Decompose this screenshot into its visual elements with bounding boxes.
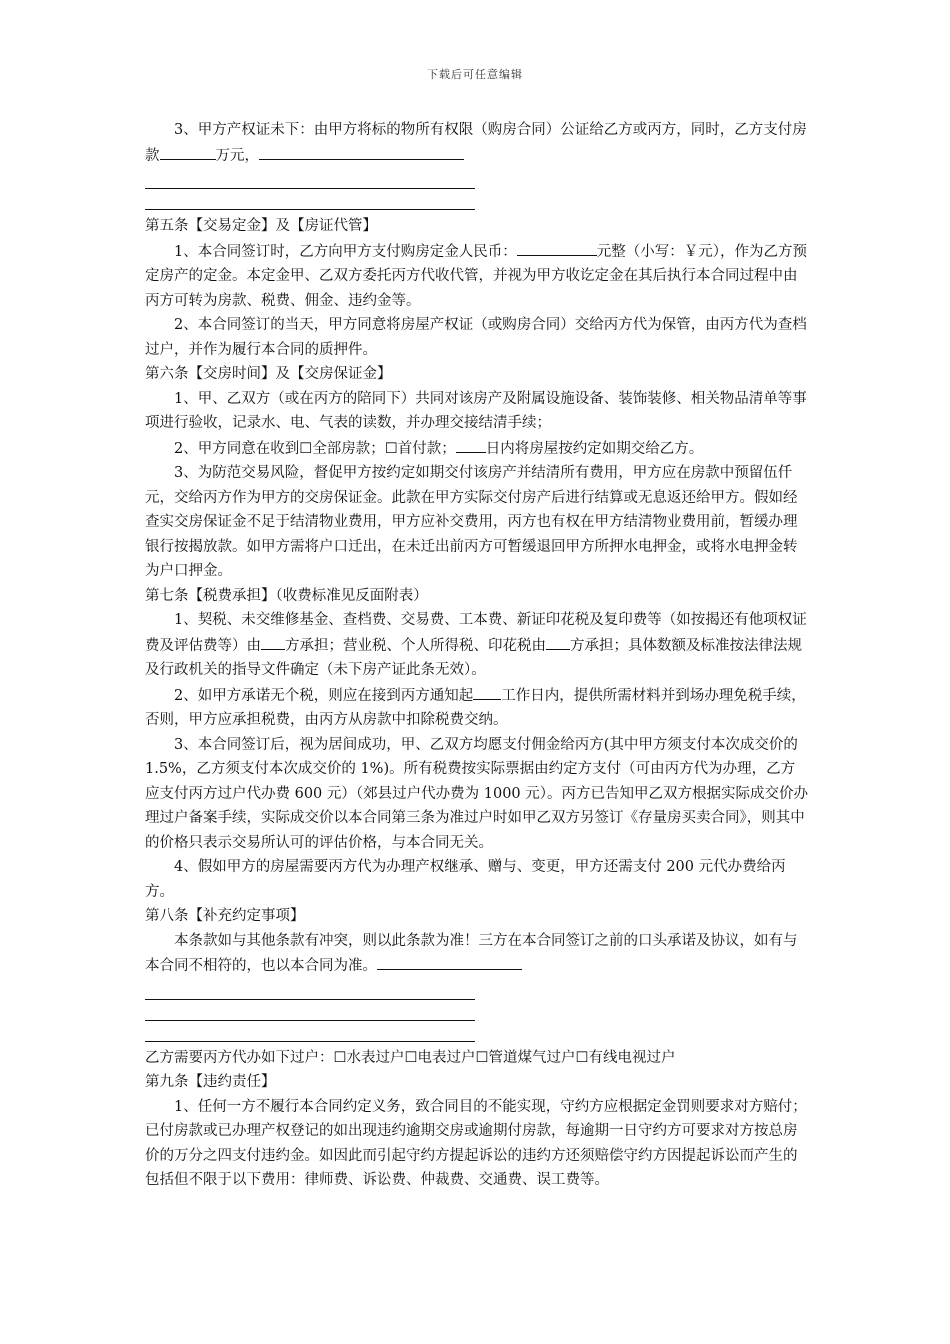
article-8-clause-1: 本条款如与其他条款有冲突，则以此条款为准！三方在本合同签订之前的口头承诺及协议，如有与本合同不相符的，也以本合同为准。 [145,932,798,974]
article-6-clause-1: 1、甲、乙双方（或在丙方的陪同下）共同对该房产及附属设施设备、装饰装修、相关物品清单等事项进行验收，记录水、电、气表的读数，并办理交接结清手续； [145,390,807,431]
blank-line[interactable] [145,168,475,189]
blank-price-words[interactable] [259,143,464,160]
article-5-clause-2: 2、本合同签订的当天，甲方同意将房屋产权证（或购房合同）交给丙方代为保管，由丙方代为查档过户，并作为履行本合同的质押件。 [145,317,807,358]
blank-line[interactable] [145,189,475,210]
blank-line[interactable] [145,1021,475,1042]
article-7-clause-2: 2、如甲方承诺无个税，则应在接到丙方通知起 工作日内，提供所需材料并到场办理免税手续，否则，甲方应承担税费，由丙方从房款中扣除税费交纳。 [145,683,809,733]
blank-party[interactable] [261,633,285,650]
blank-line[interactable] [145,979,475,1000]
article-6-clause-3: 3、为防范交易风险，督促甲方按约定如期交付该房产并结清所有费用，甲方应在房款中预留伍仟元，交给丙方作为甲方的交房保证金。此款在甲方实际交付房产后进行结算或无息返还给甲方。假如经查实交房保证金不足于结清物业费用，甲方应补交费用，丙方也有权在甲方结清物业费用前，暂缓办理银行按揭放款。如甲方需将户口迁出，在未迁出前丙方可暂缓退回甲方所押水电押金，或将水电押金转为户口押金。 [145,465,798,579]
article-9-clause-1: 1、任何一方不履行本合同约定义务，致合同目的不能实现，守约方应根据定金罚则要求对方赔付；已付房款或已办理产权登记的如出现违约逾期交房或逾期付房款，每逾期一日守约方可要求对方按总房价的万分之四支付违约金。如因此而引起守约方提起诉讼的违约方还须赔偿守约方因提起诉讼而产生的包括但不限于以下费用：律师费、诉讼费、仲裁费、交通费、误工费等。 [145,1098,807,1188]
article-5-clause-1: 1、本合同签订时，乙方向甲方支付购房定金人民币： 元整（小写：￥元），作为乙方预定房产的定金。本定金甲、乙双方委托丙方代收代管，并视为甲方收讫定金在其后执行本合同过程中由丙方可转为房款、税费、佣金、违约金等。 [145,239,809,314]
transfer-options[interactable]: 乙方需要丙方代办如下过户：☐水表过户☐电表过户☐管道煤气过户☐有线电视过户 [145,1049,676,1066]
article-7-title: 第七条【税费承担】（收费标准见反面附表） [145,587,428,604]
article-6-title: 第六条【交房时间】及【交房保证金】 [145,366,392,382]
contract-body [145,118,809,1193]
clause-3-paragraph: 3、甲方产权证未下：由甲方将标的物所有权限（购房合同）公证给乙方或丙方，同时，乙方支付房款 万元， [145,122,807,164]
blank-party[interactable] [546,633,570,650]
blank-days[interactable] [456,436,486,453]
article-6-clause-2: 2、甲方同意在收到☐全部房款；☐首付款； 日内将房屋按约定如期交给乙方。 [145,436,809,462]
article-8-title: 第八条【补充约定事项】 [145,908,305,924]
blank-workdays[interactable] [473,683,501,700]
blank-line[interactable] [145,1000,475,1021]
article-7-clause-3: 3、本合同签订后，视为居间成功，甲、乙双方均愿支付佣金给丙方(其中甲方须支付本次成交价的 1.5%，乙方须支付本次成交价的 1%)。所有税费按实际票据由约定方支付（可由丙方代为办理，乙方应支付丙方过户代办费 600 元）（郊县过户代办费为 1000 元）。丙方已告知甲乙双方根据实际成交价办理过户备案手续，实际成交价以本合同第三条为准过户时如甲乙双方另签订《存量房买卖合同》，则其中的价格只表示交易所认可的评估价格，与本合同无关。 [145,736,809,851]
blank-supplement[interactable] [377,953,522,970]
article-7-clause-4: 4、假如甲方的房屋需要丙方代为办理产权继承、赠与、变更，甲方还需支付 200 元代办费给丙方。 [145,859,786,900]
article-9-title: 第九条【违约责任】 [145,1074,276,1090]
article-7-clause-1: 1、契税、未交维修基金、查档费、交易费、工本费、新证印花税及复印费等（如按揭还有他项权证费及评估费等）由 方承担；营业税、个人所得税、印花税由 方承担；具体数额及标准按法律法规及行政机关的指导文件确定（未下房产证此条无效）。 [145,612,807,678]
article-5-title: 第五条【交易定金】及【房证代管】 [145,218,377,234]
page-header: 下载后可任意编辑 [427,68,523,81]
blank-price[interactable] [160,143,216,160]
blank-deposit[interactable] [517,239,597,256]
